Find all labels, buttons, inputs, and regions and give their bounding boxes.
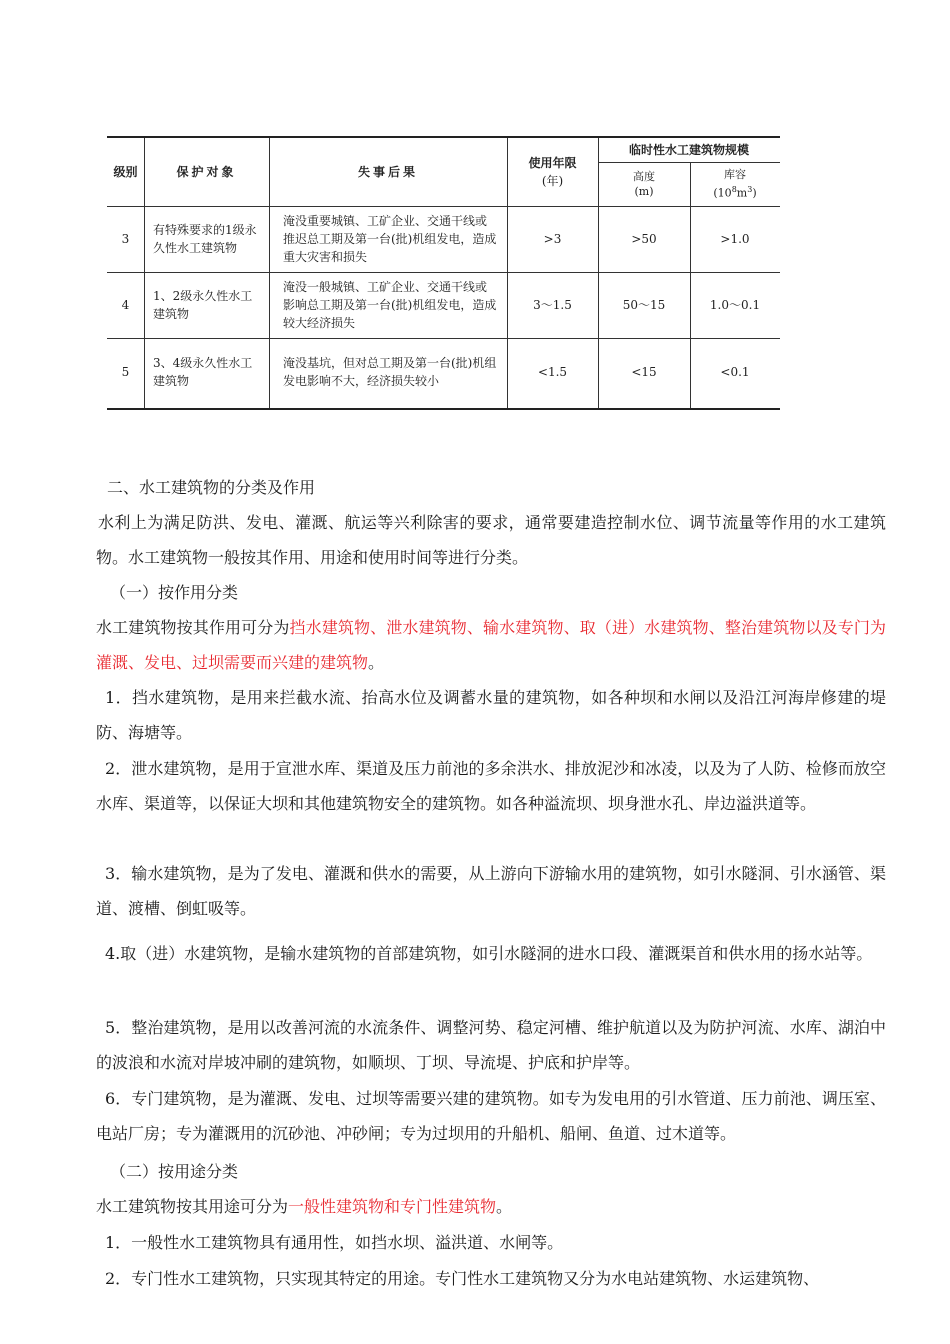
classification-table: [107, 136, 780, 410]
row-height: 50～15: [622, 298, 666, 312]
row-capacity: <0.1: [720, 365, 750, 379]
list-item: 1．一般性水工建筑物具有通用性，如挡水坝、溢洪道、水闸等。: [105, 1233, 564, 1252]
list-item: 6．专门建筑物，是为灌溉、发电、过坝等需要兴建的建筑物。如专为发电用的引水管道、压力前池、调压室、电站厂房；专为灌溉用的沉砂池、冲砂闸；专为过坝用的升船机、船闸、鱼道、过木道等。: [96, 1089, 886, 1143]
row-protect: 3、4级永久性水工建筑物: [153, 356, 253, 388]
header-level: 级别: [113, 165, 138, 179]
function-summary-end: 。: [368, 652, 385, 672]
header-height-label: 高度: [633, 170, 655, 183]
row-protect: 有特殊要求的1级永久性水工建筑物: [153, 223, 257, 255]
usage-summary: [96, 1190, 886, 1225]
header-protect: 保护对象: [176, 165, 237, 179]
row-height: <15: [631, 365, 657, 379]
header-years: [507, 138, 598, 206]
row-consequence: 淹没一般城镇、工矿企业、交通干线或影响总工期及第一台(批)机组发电，造成较大经济损失: [283, 280, 497, 330]
capacity-unit-sup: 8: [731, 185, 737, 195]
header-capacity-unit: [713, 182, 756, 201]
subsection-title-usage: （二）按用途分类: [110, 1162, 239, 1181]
header-consequence: 失事后果: [357, 165, 418, 179]
row-capacity: 1.0～0.1: [709, 298, 761, 312]
header-scale: 临时性水工建筑物规模: [628, 143, 749, 157]
row-height: >50: [631, 232, 657, 246]
row-level: 5: [121, 365, 130, 379]
section-title: 二、水工建筑物的分类及作用: [107, 478, 316, 497]
header-years-label: 使用年限: [528, 156, 577, 170]
header-capacity-label: 库容: [724, 168, 746, 182]
function-summary: [96, 611, 886, 680]
usage-summary-end: 。: [496, 1197, 513, 1216]
header-height: [598, 162, 690, 206]
row-consequence: 淹没重要城镇、工矿企业、交通干线或推迟总工期及第一台(批)机组发电，造成重大灾害和损失: [283, 214, 497, 264]
row-level: 4: [121, 298, 130, 312]
list-item: 2．专门性水工建筑物，只实现其特定的用途。专门性水工建筑物又分为水电站建筑物、水运建筑物、: [105, 1269, 820, 1288]
subsection-title-function: （一）按作用分类: [110, 583, 239, 602]
header-capacity: [690, 162, 780, 206]
function-summary-lead: 水工建筑物按其作用可分为: [96, 618, 290, 637]
row-level: 3: [121, 232, 130, 246]
capacity-unit-sup: 3: [747, 185, 753, 195]
row-years: 3～1.5: [533, 298, 572, 312]
usage-summary-lead: 水工建筑物按其用途可分为: [96, 1197, 289, 1216]
list-item: 2．泄水建筑物，是用于宣泄水库、渠道及压力前池的多余洪水、排放泥沙和冰凌，以及为了人防、检修而放空水库、渠道等，以保证大坝和其他建筑物安全的建筑物。如各种溢流坝、坝身泄水孔、岸边溢洪道等。: [96, 759, 886, 813]
list-item: 1．挡水建筑物，是用来拦截水流、抬高水位及调蓄水量的建筑物，如各种坝和水闸以及沿江河海岸修建的堤防、海塘等。: [96, 688, 886, 742]
function-summary-highlight: 挡水建筑物、泄水建筑物、输水建筑物、取（进）水建筑物、整治建筑物以及专门为灌溉、发电、过坝需要而兴建的建筑物: [96, 618, 886, 672]
list-item: 3．输水建筑物，是为了发电、灌溉和供水的需要，从上游向下游输水用的建筑物，如引水隧洞、引水涵管、渠道、渡槽、倒虹吸等。: [96, 864, 886, 918]
header-years-unit: (年): [541, 174, 564, 188]
capacity-unit-part: m: [736, 186, 748, 200]
row-years: >3: [543, 232, 562, 246]
intro-paragraph: 水利上为满足防洪、发电、灌溉、航运等兴利除害的要求，通常要建造控制水位、调节流量等作用的水工建筑物。水工建筑物一般按其作用、用途和使用时间等进行分类。: [96, 513, 886, 567]
header-height-unit: (m): [634, 185, 654, 198]
list-item: 5．整治建筑物，是用以改善河流的水流条件、调整河势、稳定河槽、维护航道以及为防护河流、水库、湖泊中的波浪和水流对岸坡冲刷的建筑物，如顺坝、丁坝、导流堤、护底和护岸等。: [96, 1018, 886, 1072]
usage-summary-highlight: 一般性建筑物和专门性建筑物: [288, 1197, 497, 1216]
list-item: 4.取（进）水建筑物，是输水建筑物的首部建筑物，如引水隧洞的进水口段、灌溉渠首和供水用的扬水站等。: [105, 944, 873, 963]
capacity-unit-part: ): [752, 186, 757, 200]
capacity-unit-part: (10: [713, 186, 732, 200]
row-capacity: >1.0: [720, 232, 750, 246]
row-years: <1.5: [537, 365, 568, 379]
row-consequence: 淹没基坑，但对总工期及第一台(批)机组发电影响不大，经济损失较小: [283, 356, 497, 388]
row-protect: 1、2级永久性水工建筑物: [153, 289, 253, 321]
